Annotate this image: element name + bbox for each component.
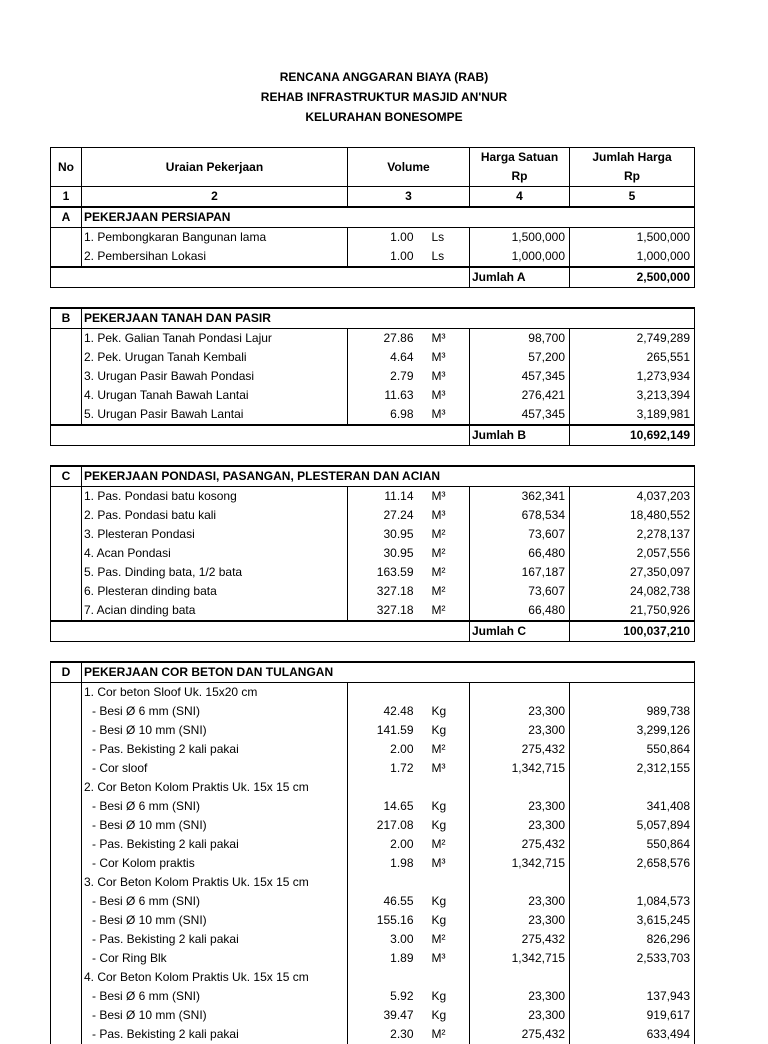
line-item-price: 678,534 [470,506,570,525]
line-item-volume: 11.14 [348,487,418,507]
group-volume [348,873,418,892]
group-price [470,778,570,797]
line-item-price: 167,187 [470,563,570,582]
subtotal-label: Jumlah C [470,621,570,642]
line-item-label: - Besi Ø 6 mm (SNI) [82,797,348,816]
line-item-unit: M² [418,563,470,582]
group-volume [348,683,418,703]
line-item-volume: 5.92 [348,987,418,1006]
line-item-total: 4,037,203 [570,487,695,507]
line-item-row [51,405,695,425]
line-item-volume: 3.00 [348,930,418,949]
line-item-unit: M³ [418,386,470,405]
line-item-total: 3,615,245 [570,911,695,930]
line-item-total: 2,533,703 [570,949,695,968]
line-item-no [51,911,82,930]
line-item-label: - Besi Ø 10 mm (SNI) [82,816,348,835]
line-item-total: 2,658,576 [570,854,695,873]
line-item-total: 265,551 [570,348,695,367]
line-item-price: 73,607 [470,525,570,544]
section-header-row [51,308,695,329]
subtotal-row [51,425,695,446]
index-cell: 4 [470,187,570,208]
line-item-no [51,854,82,873]
subtotal-spacer [51,267,470,288]
line-item-volume: 30.95 [348,525,418,544]
line-item-no [51,949,82,968]
line-item-unit: M² [418,740,470,759]
line-item-no [51,721,82,740]
subtotal-value: 10,692,149 [570,425,695,446]
group-label: 4. Cor Beton Kolom Praktis Uk. 15x 15 cm [82,968,348,987]
line-item-price: 23,300 [470,816,570,835]
group-no [51,873,82,892]
line-item-no [51,525,82,544]
header-row [51,148,695,187]
line-item-unit: M² [418,930,470,949]
line-item-unit: Kg [418,987,470,1006]
line-item-unit: M³ [418,854,470,873]
line-item-no [51,835,82,854]
line-item-price: 66,480 [470,601,570,621]
line-item-unit: M³ [418,367,470,386]
section-gap [51,446,695,467]
line-item-label: - Besi Ø 10 mm (SNI) [82,1006,348,1025]
line-item-total: 341,408 [570,797,695,816]
line-item-no [51,544,82,563]
line-item-total: 1,000,000 [570,247,695,267]
line-item-volume: 2.30 [348,1025,418,1044]
line-item-unit: M² [418,1025,470,1044]
line-item-row [51,854,695,873]
group-unit [418,968,470,987]
line-item-row [51,228,695,248]
line-item-unit: M² [418,544,470,563]
line-item-volume: 141.59 [348,721,418,740]
line-item-total: 21,750,926 [570,601,695,621]
group-header-row [51,683,695,703]
index-row [51,187,695,208]
line-item-volume: 39.47 [348,1006,418,1025]
line-item-total: 3,213,394 [570,386,695,405]
line-item-unit: M³ [418,329,470,349]
line-item-volume: 27.86 [348,329,418,349]
doc-title: RENCANA ANGGARAN BIAYA (RAB) [279,70,489,84]
line-item-volume: 4.64 [348,348,418,367]
line-item-row [51,721,695,740]
line-item-label: 3. Urugan Pasir Bawah Pondasi [82,367,348,386]
section-header-row [51,662,695,683]
line-item-no [51,892,82,911]
group-unit [418,683,470,703]
line-item-no [51,247,82,267]
line-item-label: 2. Pas. Pondasi batu kali [82,506,348,525]
line-item-total: 550,864 [570,835,695,854]
line-item-price: 1,000,000 [470,247,570,267]
line-item-volume: 2.00 [348,835,418,854]
jumlah-harga-label: Jumlah Harga [592,150,672,164]
line-item-total: 1,273,934 [570,367,695,386]
section-code: D [51,662,82,683]
line-item-volume: 2.79 [348,367,418,386]
index-cell: 5 [570,187,695,208]
line-item-row [51,367,695,386]
col-volume-header: Volume [348,148,470,187]
line-item-label: - Pas. Bekisting 2 kali pakai [82,835,348,854]
group-label: 1. Cor beton Sloof Uk. 15x20 cm [82,683,348,703]
line-item-label: - Cor sloof [82,759,348,778]
subtotal-value: 2,500,000 [570,267,695,288]
line-item-no [51,816,82,835]
line-item-label: 1. Pembongkaran Bangunan lama [82,228,348,248]
line-item-volume: 1.72 [348,759,418,778]
line-item-total: 18,480,552 [570,506,695,525]
line-item-label: 4. Acan Pondasi [82,544,348,563]
group-header-row [51,873,695,892]
section-header-row [51,207,695,228]
line-item-total: 826,296 [570,930,695,949]
gap-cell [51,446,695,467]
line-item-price: 1,342,715 [470,759,570,778]
gap-cell [51,642,695,663]
line-item-volume: 163.59 [348,563,418,582]
group-no [51,778,82,797]
line-item-total: 24,082,738 [570,582,695,601]
line-item-no [51,759,82,778]
line-item-row [51,759,695,778]
group-label: 2. Cor Beton Kolom Praktis Uk. 15x 15 cm [82,778,348,797]
line-item-label: - Cor Ring Blk [82,949,348,968]
line-item-no [51,228,82,248]
line-item-total: 2,749,289 [570,329,695,349]
line-item-price: 275,432 [470,835,570,854]
group-volume [348,968,418,987]
line-item-volume: 14.65 [348,797,418,816]
line-item-unit: Kg [418,892,470,911]
group-unit [418,873,470,892]
group-label: 3. Cor Beton Kolom Praktis Uk. 15x 15 cm [82,873,348,892]
line-item-no [51,601,82,621]
line-item-price: 66,480 [470,544,570,563]
line-item-price: 23,300 [470,987,570,1006]
line-item-label: - Besi Ø 6 mm (SNI) [82,987,348,1006]
line-item-row [51,386,695,405]
line-item-unit: Ls [418,247,470,267]
index-cell: 2 [82,187,348,208]
line-item-price: 1,500,000 [470,228,570,248]
doc-subtitle: REHAB INFRASTRUKTUR MASJID AN'NUR [260,90,508,104]
subtotal-row [51,267,695,288]
line-item-label: - Besi Ø 6 mm (SNI) [82,702,348,721]
line-item-total: 137,943 [570,987,695,1006]
line-item-unit: Kg [418,816,470,835]
line-item-price: 73,607 [470,582,570,601]
line-item-price: 457,345 [470,367,570,386]
line-item-row [51,525,695,544]
line-item-price: 276,421 [470,386,570,405]
line-item-row [51,506,695,525]
harga-satuan-label: Harga Satuan [480,150,559,164]
line-item-unit: Kg [418,797,470,816]
col-uraian-header: Uraian Pekerjaan [82,148,348,187]
line-item-unit: M² [418,835,470,854]
jumlah-harga-unit: Rp [624,169,640,183]
line-item-unit: M³ [418,949,470,968]
line-item-no [51,405,82,425]
line-item-unit: Kg [418,1006,470,1025]
line-item-total: 3,299,126 [570,721,695,740]
line-item-price: 275,432 [470,930,570,949]
line-item-unit: Kg [418,721,470,740]
line-item-volume: 1.00 [348,228,418,248]
line-item-label: - Besi Ø 10 mm (SNI) [82,911,348,930]
harga-satuan-unit: Rp [511,169,528,183]
line-item-no [51,987,82,1006]
line-item-price: 275,432 [470,1025,570,1044]
group-no [51,968,82,987]
line-item-total: 1,500,000 [570,228,695,248]
line-item-no [51,506,82,525]
section-header-row [51,466,695,487]
section-gap [51,288,695,309]
line-item-no [51,329,82,349]
line-item-volume: 327.18 [348,601,418,621]
line-item-unit: M³ [418,405,470,425]
line-item-price: 1,342,715 [470,949,570,968]
line-item-label: 5. Pas. Dinding bata, 1/2 bata [82,563,348,582]
line-item-label: 7. Acian dinding bata [82,601,348,621]
line-item-unit: Ls [418,228,470,248]
line-item-row [51,987,695,1006]
line-item-volume: 1.89 [348,949,418,968]
line-item-total: 5,057,894 [570,816,695,835]
line-item-total: 27,350,097 [570,563,695,582]
line-item-unit: M³ [418,506,470,525]
line-item-unit: M² [418,525,470,544]
group-price [470,968,570,987]
subtotal-row [51,621,695,642]
group-total [570,683,695,703]
line-item-price: 1,342,715 [470,854,570,873]
line-item-no [51,797,82,816]
col-harga-satuan-header [470,148,570,187]
line-item-no [51,930,82,949]
line-item-unit: M² [418,601,470,621]
line-item-volume: 6.98 [348,405,418,425]
line-item-no [51,487,82,507]
line-item-total: 550,864 [570,740,695,759]
group-header-row [51,778,695,797]
group-total [570,873,695,892]
gap-cell [51,288,695,309]
line-item-label: - Pas. Bekisting 2 kali pakai [82,930,348,949]
line-item-volume: 217.08 [348,816,418,835]
line-item-price: 98,700 [470,329,570,349]
section-code: A [51,207,82,228]
line-item-total: 2,312,155 [570,759,695,778]
subtotal-spacer [51,621,470,642]
line-item-volume: 11.63 [348,386,418,405]
group-unit [418,778,470,797]
line-item-unit: M³ [418,759,470,778]
line-item-volume: 1.98 [348,854,418,873]
line-item-total: 919,617 [570,1006,695,1025]
line-item-price: 57,200 [470,348,570,367]
line-item-no [51,740,82,759]
group-volume [348,778,418,797]
subtotal-spacer [51,425,470,446]
line-item-label: - Besi Ø 6 mm (SNI) [82,892,348,911]
line-item-label: 4. Urugan Tanah Bawah Lantai [82,386,348,405]
section-code: B [51,308,82,329]
line-item-total: 989,738 [570,702,695,721]
group-header-row [51,968,695,987]
line-item-row [51,949,695,968]
line-item-no [51,1025,82,1044]
index-cell: 1 [51,187,82,208]
line-item-total: 2,057,556 [570,544,695,563]
index-cell: 3 [348,187,470,208]
line-item-label: 2. Pembersihan Lokasi [82,247,348,267]
rab-table [50,147,695,1044]
section-gap [51,642,695,663]
line-item-row [51,1025,695,1044]
line-item-unit: M³ [418,487,470,507]
line-item-no [51,563,82,582]
line-item-unit: Kg [418,702,470,721]
line-item-volume: 1.00 [348,247,418,267]
line-item-volume: 2.00 [348,740,418,759]
line-item-unit: Kg [418,911,470,930]
line-item-price: 457,345 [470,405,570,425]
line-item-price: 23,300 [470,1006,570,1025]
line-item-price: 23,300 [470,911,570,930]
line-item-volume: 155.16 [348,911,418,930]
line-item-row [51,582,695,601]
section-code: C [51,466,82,487]
line-item-label: 1. Pek. Galian Tanah Pondasi Lajur [82,329,348,349]
line-item-no [51,1006,82,1025]
line-item-label: - Cor Kolom praktis [82,854,348,873]
line-item-total: 633,494 [570,1025,695,1044]
line-item-label: - Besi Ø 10 mm (SNI) [82,721,348,740]
subtotal-label: Jumlah A [470,267,570,288]
line-item-label: 5. Urugan Pasir Bawah Lantai [82,405,348,425]
line-item-unit: M² [418,582,470,601]
line-item-row [51,563,695,582]
section-title: PEKERJAAN PONDASI, PASANGAN, PLESTERAN DAN ACIAN [82,466,695,487]
line-item-row [51,892,695,911]
line-item-price: 23,300 [470,702,570,721]
line-item-total: 2,278,137 [570,525,695,544]
line-item-price: 23,300 [470,797,570,816]
line-item-row [51,601,695,621]
line-item-unit: M³ [418,348,470,367]
line-item-row [51,544,695,563]
line-item-label: 2. Pek. Urugan Tanah Kembali [82,348,348,367]
line-item-no [51,386,82,405]
line-item-row [51,835,695,854]
line-item-no [51,582,82,601]
line-item-row [51,329,695,349]
line-item-row [51,740,695,759]
line-item-row [51,930,695,949]
line-item-row [51,247,695,267]
line-item-no [51,702,82,721]
line-item-no [51,367,82,386]
line-item-volume: 30.95 [348,544,418,563]
line-item-row [51,702,695,721]
section-title: PEKERJAAN COR BETON DAN TULANGAN [82,662,695,683]
line-item-row [51,487,695,507]
col-jumlah-harga-header [570,148,695,187]
group-no [51,683,82,703]
line-item-label: - Pas. Bekisting 2 kali pakai [82,1025,348,1044]
line-item-row [51,911,695,930]
line-item-price: 23,300 [470,721,570,740]
line-item-volume: 27.24 [348,506,418,525]
line-item-total: 1,084,573 [570,892,695,911]
line-item-volume: 42.48 [348,702,418,721]
line-item-row [51,797,695,816]
col-no-header: No [51,148,82,187]
line-item-label: 6. Plesteran dinding bata [82,582,348,601]
line-item-label: 3. Plesteran Pondasi [82,525,348,544]
line-item-price: 275,432 [470,740,570,759]
group-price [470,683,570,703]
doc-location: KELURAHAN BONESOMPE [305,110,463,124]
group-total [570,968,695,987]
group-total [570,778,695,797]
line-item-row [51,1006,695,1025]
subtotal-label: Jumlah B [470,425,570,446]
line-item-label: - Pas. Bekisting 2 kali pakai [82,740,348,759]
line-item-row [51,348,695,367]
line-item-volume: 46.55 [348,892,418,911]
line-item-no [51,348,82,367]
section-title: PEKERJAAN TANAH DAN PASIR [82,308,695,329]
line-item-volume: 327.18 [348,582,418,601]
line-item-row [51,816,695,835]
group-price [470,873,570,892]
section-title: PEKERJAAN PERSIAPAN [82,207,695,228]
line-item-label: 1. Pas. Pondasi batu kosong [82,487,348,507]
line-item-price: 23,300 [470,892,570,911]
line-item-price: 362,341 [470,487,570,507]
subtotal-value: 100,037,210 [570,621,695,642]
line-item-total: 3,189,981 [570,405,695,425]
